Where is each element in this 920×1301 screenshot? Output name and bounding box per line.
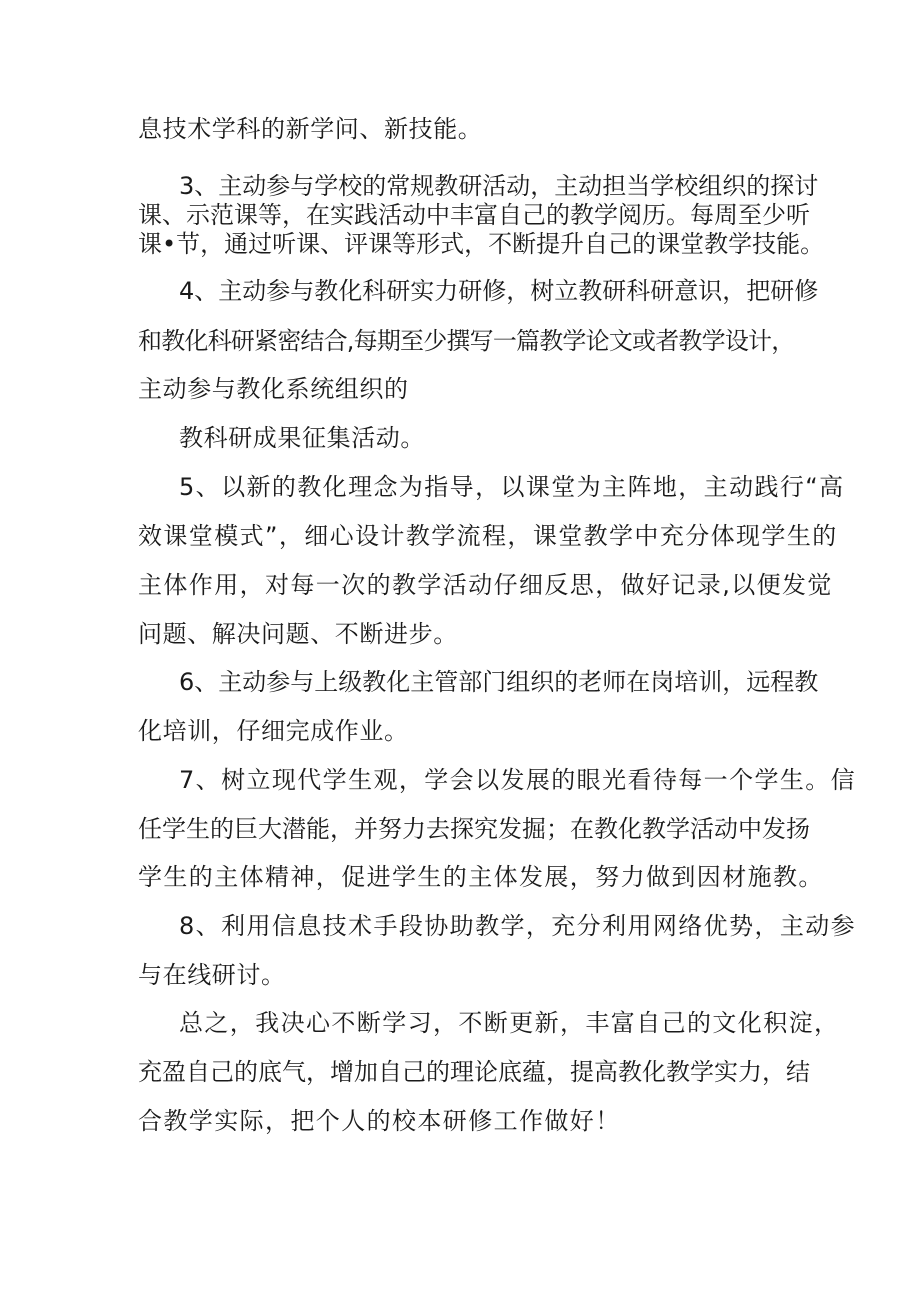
- text-line: 和教化科研紧密结合,每期至少撰写一篇教学论文或者教学设计，: [138, 327, 795, 355]
- text-line: 主体作用，对每一次的教学活动仔细反思，做好记录,以便发觉: [138, 571, 833, 599]
- text-line: 课、示范课等，在实践活动中丰富自己的教学阅历。每周至少听: [138, 201, 810, 229]
- text-line: 息技术学科的新学问、新技能。: [138, 115, 483, 143]
- text-line: 7、树立现代学生观，学会以发展的眼光看待每一个学生。信: [179, 766, 857, 794]
- text-line: 3、主动参与学校的常规教研活动，主动担当学校组织的探讨: [179, 172, 819, 200]
- text-line: 5、以新的教化理念为指导，以课堂为主阵地，主动践行“高: [179, 473, 845, 501]
- text-line: 主动参与教化系统组织的: [138, 375, 409, 403]
- text-line: 合教学实际，把个人的校本研修工作做好！: [138, 1107, 621, 1135]
- text-line: 化培训，仔细完成作业。: [138, 717, 409, 745]
- text-line: 8、利用信息技术手段协助教学，充分利用网络优势，主动参: [179, 912, 857, 940]
- text-line: 学生的主体精神，促进学生的主体发展，努力做到因材施教。: [138, 863, 824, 891]
- text-line: 问题、解决问题、不断进步。: [138, 620, 458, 648]
- text-line: 效课堂模式”，细心设计教学流程，课堂教学中充分体现学生的: [138, 522, 838, 550]
- text-line: 总之，我决心不断学习，不断更新，丰富自己的文化积淀，: [179, 1009, 840, 1037]
- text-line: 教科研成果征集活动。: [179, 424, 425, 452]
- text-line: 充盈自己的底气，增加自己的理论底蕴，提高教化教学实力，结: [138, 1058, 810, 1086]
- text-line: 与在线研讨。: [138, 961, 286, 989]
- text-line: 任学生的巨大潜能，并努力去探究发掘；在教化教学活动中发扬: [138, 815, 810, 843]
- text-line: 6、主动参与上级教化主管部门组织的老师在岗培训，远程教: [179, 668, 819, 696]
- text-line: 课•节，通过听课、评课等形式，不断提升自己的课堂教学技能。: [138, 230, 825, 258]
- text-line: 4、主动参与教化科研实力研修，树立教研科研意识，把研修: [179, 277, 819, 305]
